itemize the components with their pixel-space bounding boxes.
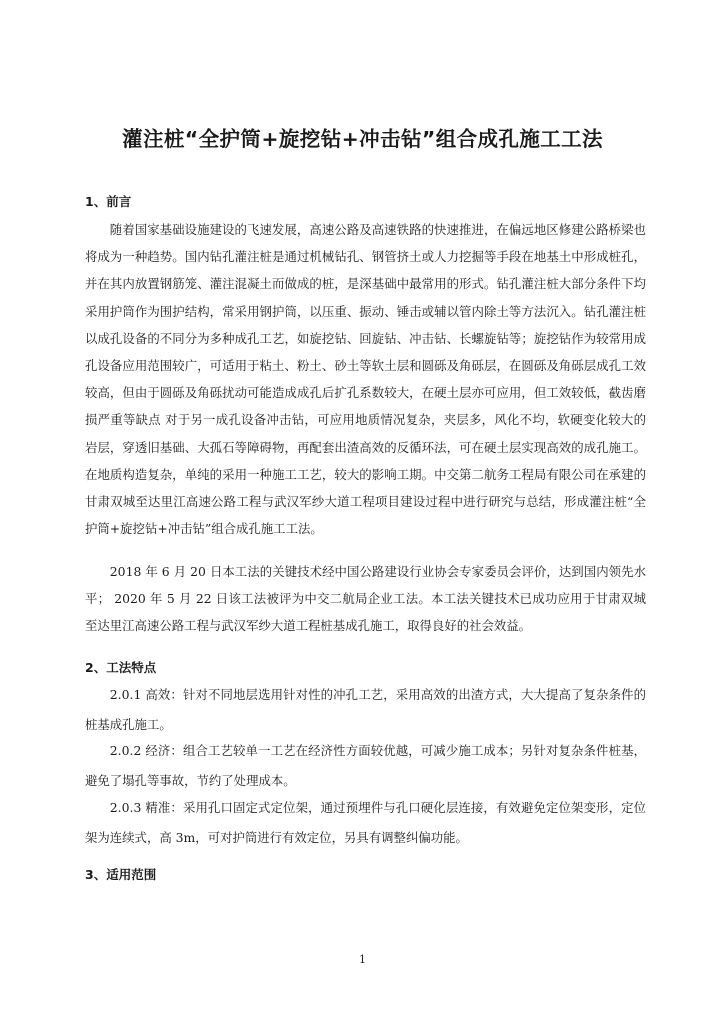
- foreword-paragraph-2: 2018 年 6 月 20 日本工法的关键技术经中国公路建设行业协会专家委员会评价，达到国内领先水平； 2020 年 5 月 22 日该工法被评为中交二航局企业工法。本工法关键技术已成功应用于甘肃双城至达里江高速公路工程与武汉军纱大道工程桩基成孔施工，取得良好的社会效益。: [85, 564, 646, 633]
- feature-item-precision: 2.0.3 精准：采用孔口固定式定位架，通过预埋件与孔口硬化层连接，有效避免定位架变形，定位架为连续式，高 3m，可对护筒进行有效定位，另具有调整纠偏功能。: [85, 800, 646, 845]
- feature-item-economy: 2.0.2 经济：组合工艺较单一工艺在经济性方面较优越，可减少施工成本；另针对复杂条件桩基，避免了塌孔等事故，节约了处理成本。: [85, 743, 646, 788]
- section-heading-foreword: 1、前言: [85, 194, 132, 209]
- foreword-paragraph-1: 随着国家基础设施建设的飞速发展，高速公路及高速铁路的快速推进，在偏远地区修建公路桥梁也将成为一种趋势。国内钻孔灌注桩是通过机械钻孔、钢管挤土或人力挖掘等手段在地基土中形成桩孔，并在其内放置钢筋笼、灌注混凝土而做成的桩，是深基础中最常用的形式。钻孔灌注桩大部分条件下均采用护筒作为围护结构，常采用钢护筒，以压重、振动、锤击或辅以管内除土等方法沉入。钻孔灌注桩以成孔设备的不同分为多种成孔工艺，如旋挖钻、回旋钻、冲击钻、长螺旋钻等；旋挖钻作为较常用成孔设备应用范围较广，可适用于粘土、粉土、砂土等软土层和圆砾及角砾层，在圆砾及角砾层成孔工效较高，但由于圆砾及角砾扰动可能造成成孔后扩孔系数较大，在硬土层亦可应用，但工效较低，截齿磨损严重等缺点 对于另一成孔设备冲击钻，可应用地质情况复杂，夹层多，风化不均，软硬变化较大的岩层，穿透旧基础、大孤石等障碍物，再配套出渣高效的反循环法，可在硬土层实现高效的成孔施工。在地质构造复杂，单纯的采用一种施工工艺，较大的影响工期。中交第二航务工程局有限公司在承建的甘肃双城至达里江高速公路工程与武汉军纱大道工程项目建设过程中进行研究与总结，形成灌注桩“全护筒+旋挖钻+冲击钻”组合成孔施工工法。: [85, 222, 646, 537]
- section-heading-scope: 3、适用范围: [85, 867, 157, 882]
- document-title: 灌注桩“全护筒+旋挖钻+冲击钻”组合成孔施工工法: [122, 127, 603, 151]
- page-number: 1: [359, 953, 366, 966]
- feature-item-efficiency: 2.0.1 高效：针对不同地层选用针对性的冲孔工艺，采用高效的出渣方式，大大提高了复杂条件的桩基成孔施工。: [85, 687, 646, 732]
- section-heading-features: 2、工法特点: [85, 660, 157, 675]
